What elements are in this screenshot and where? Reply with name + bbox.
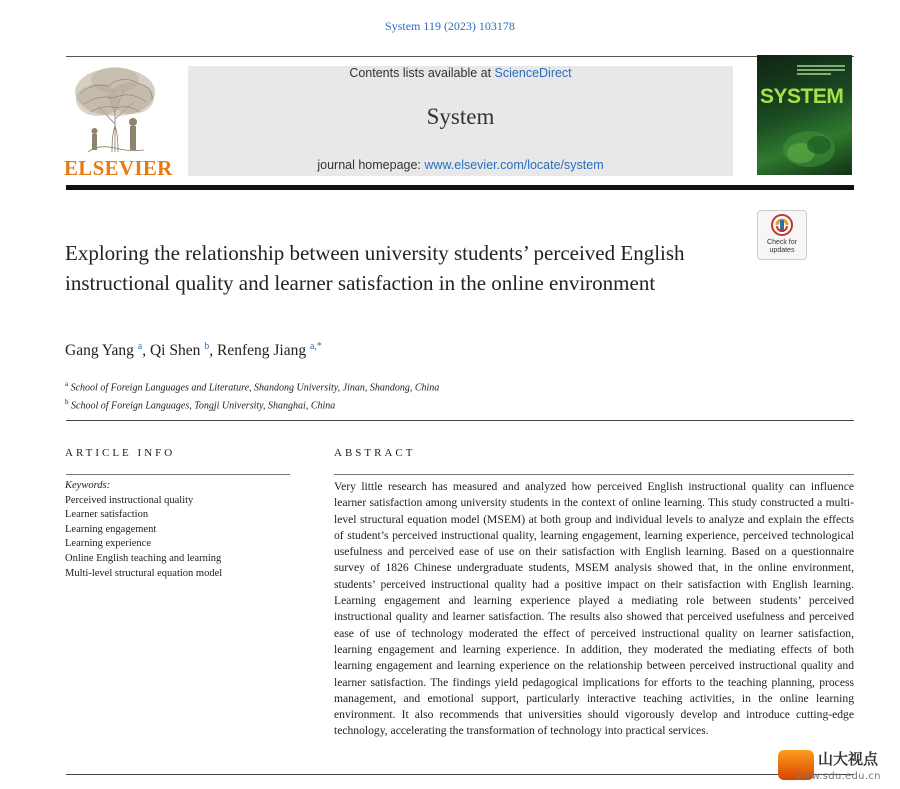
author-affiliation-marker[interactable]: a (137, 341, 143, 352)
crossmark-icon (771, 214, 793, 236)
article-title: Exploring the relationship between university students’ perceived English instructional quality and learner satisfaction in the online environment (65, 241, 685, 295)
cover-art-icon (779, 125, 839, 169)
watermark-url: view.sdu.edu.cn (796, 771, 881, 782)
author-separator: , (142, 342, 150, 360)
keyword-item: Learning engagement (65, 523, 157, 535)
affiliations (65, 377, 439, 414)
author-separator: , (209, 342, 217, 360)
homepage-prefix: journal homepage: (317, 158, 425, 172)
citation-header[interactable]: System 119 (2023) 103178 (385, 19, 515, 33)
author-name[interactable]: Gang Yang (65, 342, 134, 360)
crossmark-line1: Check for (767, 239, 797, 246)
sciencedirect-link[interactable]: ScienceDirect (494, 66, 572, 80)
keyword-item: Multi-level structural equation model (65, 567, 223, 579)
check-for-updates-badge[interactable] (757, 210, 807, 260)
keyword-item: Online English teaching and learning (65, 552, 222, 564)
cover-subtitle-lines (797, 65, 845, 77)
abstract-rule (334, 474, 854, 475)
crossmark-label (758, 239, 806, 255)
author-affiliation-marker[interactable]: b (204, 341, 210, 352)
contents-line (188, 66, 733, 80)
keyword-item: Learning experience (65, 538, 151, 550)
journal-title[interactable]: System (426, 104, 495, 129)
journal-cover[interactable] (757, 55, 852, 175)
bottom-rule (66, 774, 854, 775)
journal-homepage-link[interactable]: www.elsevier.com/locate/system (424, 158, 604, 172)
journal-banner (188, 66, 733, 176)
elsevier-wordmark: ELSEVIER (64, 156, 173, 180)
watermark-name: 山大视点 (818, 750, 879, 768)
cover-title: SYSTEM (760, 85, 844, 108)
masthead-top-rule (66, 56, 854, 57)
affiliation-item (65, 395, 439, 413)
abstract-heading: ABSTRACT (334, 447, 416, 459)
keyword-item: Perceived instructional quality (65, 494, 194, 506)
homepage-line (188, 158, 733, 172)
watermark (778, 746, 900, 789)
abstract-body: Very little research has measured and analyzed how perceived English instructional quality can influence learner satisfaction among university students in the context of online learning. This study constructed a multi-level structural equation model (MSEM) at both group and individual levels to analyze and explain the effects of student’s perceived instructional quality, learning engagement, learning experience, perceived technological usefulness and perceived ease of use on their satisfaction with English learning. Based on a questionnaire survey of 1826 Chinese undergraduate students, MSEM analysis showed that, in the online environment, students’ perceived instructional quality had a positive impact on their satisfaction with English learning. Learning engagement and learning experience played a mediating role between students’ perceived instructional quality and learner satisfaction. The results also showed that perceived usefulness and perceived ease of use of technology moderated the effect of perceived instructional quality on learner satisfaction, learning engagement and learning experience. In addition, they moderated the mediating effects of both learning engagement and learning experience on the relationship between perceived instructional quality and learner satisfaction. The findings yield pedagogical implications for efforts to the teaching planning, process management, and emotional support, particularly interactive teaching activities, in the online learning environment. It also recommends that universities should vigorously develop and introduce cutting-edge technology, accelerating the transformation of technology into practical services. (334, 480, 854, 738)
affiliation-item (65, 377, 439, 395)
masthead-rule (66, 185, 854, 190)
author-list (65, 341, 322, 360)
author-name[interactable]: Qi Shen (149, 342, 201, 360)
contents-prefix: Contents lists available at (349, 66, 495, 80)
keyword-item: Learner satisfaction (65, 509, 149, 521)
crossmark-line2: updates (769, 247, 795, 254)
author-name[interactable]: Renfeng Jiang (216, 342, 307, 360)
affiliation-marker: b (65, 398, 69, 407)
elsevier-logo[interactable] (64, 64, 173, 180)
keywords-list (65, 479, 222, 581)
article-info-heading: ARTICLE INFO (65, 447, 176, 459)
author-affiliation-marker[interactable]: a,* (309, 341, 322, 352)
keywords-label: Keywords: (65, 480, 111, 491)
section-divider (66, 420, 854, 421)
affiliation-text: School of Foreign Languages, Tongji University, Shanghai, China (71, 400, 336, 412)
affiliation-marker: a (65, 380, 69, 388)
affiliation-text: School of Foreign Languages and Literature, Shandong University, Jinan, Shandong, China (70, 382, 440, 394)
tree-logo-icon (68, 64, 162, 154)
article-info-rule (66, 474, 290, 475)
